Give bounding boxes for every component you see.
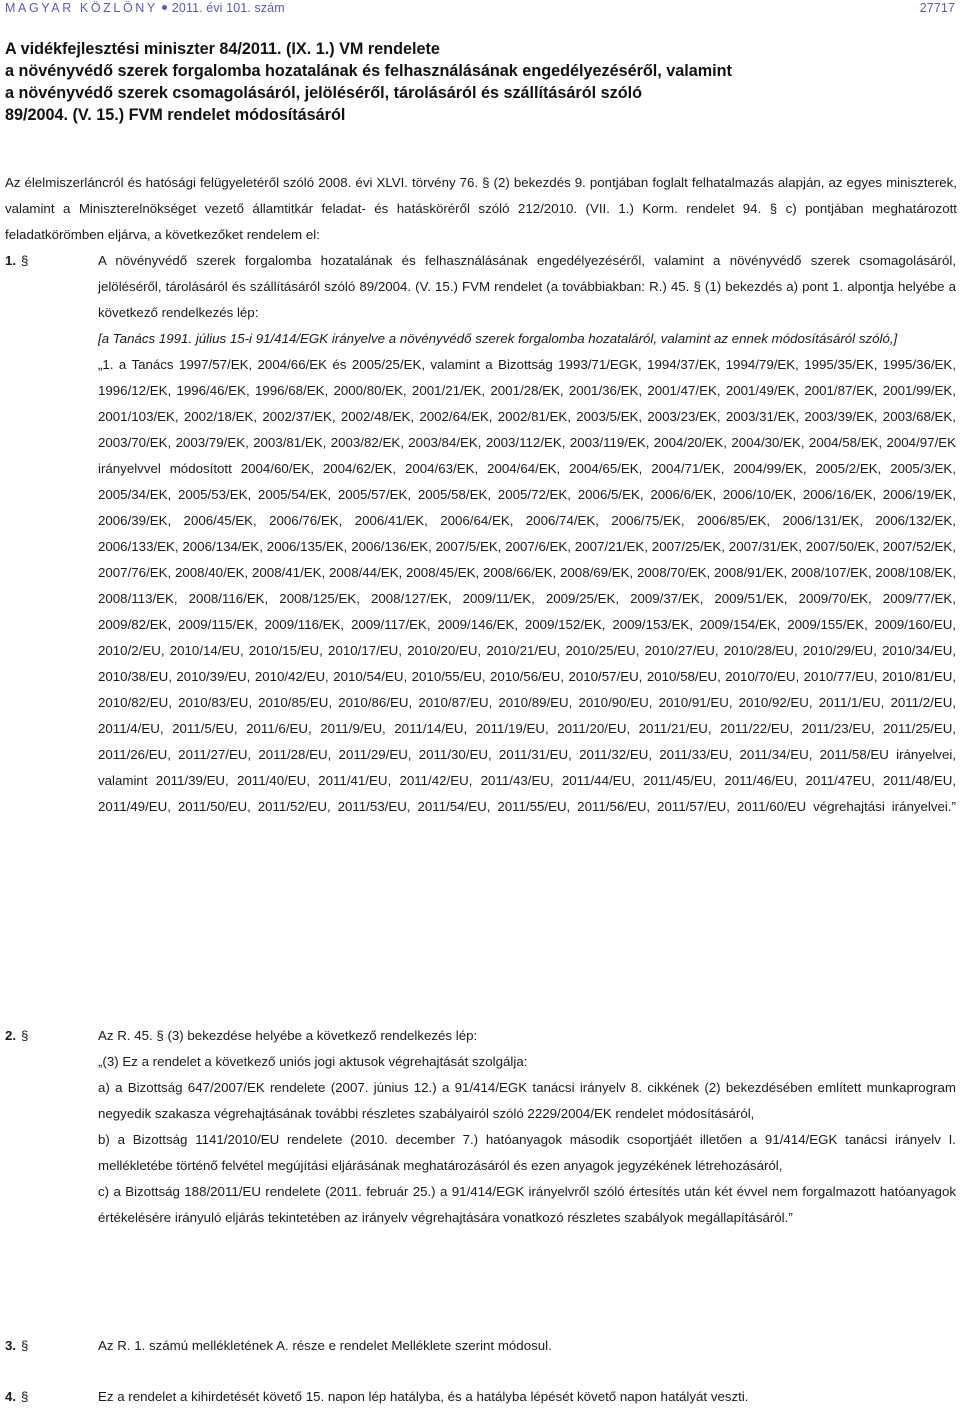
page-number: 27717 — [919, 1, 955, 15]
section-body — [98, 1023, 956, 1231]
preamble: Az élelmiszerláncról és hatósági felügyeletéről szóló 2008. évi XLVI. törvény 76. § (2) bekezdés 9. pontjában foglalt felhatalmazás alapján, az egyes miniszterek, valamint a Miniszterelnökséget vezető államtitkár feladat- és hatásköréről szóló 212/2010. (VII. 1.) Korm. rendelet 94. § c) pontjában meghatározott feladatkörömben eljárva, a következőket rendelem el: — [5, 175, 957, 242]
item-b: b) a Bizottság 1141/2010/EU rendelete (2010. december 7.) hatóanyagok második csoportjáét illetően a 91/414/EGK tanácsi irányelv I. mellékletébe történő felvétel megújítási eljárásának meghatározásáról és ezen anyagok jegyzékének létrehozásáról, — [98, 1132, 956, 1173]
section-body — [98, 248, 956, 820]
section-number: 4. — [5, 1389, 17, 1404]
paragraph-symbol: § — [21, 253, 29, 268]
page-header — [5, 0, 955, 16]
title-line-2: a növényvédő szerek forgalomba hozatalának és felhasználásának engedélyezéséről, valamint — [5, 62, 732, 80]
item-c: c) a Bizottság 188/2011/EU rendelete (2011. február 25.) a 91/414/EGK irányelvről szóló értesítés után két évvel nem forgalmazott hatóanyagok értékelésére irányuló eljárás tekintetében az irányelv végrehajtására vonatkozó részletes szabályok megállapításáról.” — [98, 1184, 956, 1225]
section-number: 1. — [5, 253, 17, 268]
title-line-1: A vidékfejlesztési miniszter 84/2011. (IX. 1.) VM rendelete — [5, 40, 440, 58]
bracket-text: [a Tanács 1991. július 15-i 91/414/EGK irányelve a növényvédő szerek forgalomba hozataláról, valamint az ennek módosításáról szóló,] — [98, 331, 898, 346]
section-number: 3. — [5, 1338, 17, 1353]
paragraph-symbol: § — [21, 1338, 29, 1353]
issue-label: 2011. évi 101. szám — [171, 1, 285, 15]
quote-intro: „(3) Ez a rendelet a következő uniós jogi aktusok végrehajtását szolgálja: — [98, 1054, 528, 1069]
section-text: Ez a rendelet a kihirdetését követő 15. napon lép hatályba, és a hatályba lépését követő napon hatályát veszti. — [98, 1389, 749, 1404]
paragraph-symbol: § — [21, 1389, 29, 1404]
journal-name: MAGYAR KÖZLÖNY — [5, 1, 158, 15]
journal-info — [5, 1, 285, 15]
decree-title — [5, 38, 957, 126]
section-number: 2. — [5, 1028, 17, 1043]
item-a: a) a Bizottság 647/2007/EK rendelete (2007. június 12.) a 91/414/EGK tanácsi irányelv 8. cikkének (2) bekezdésében említett munkaprogram negyedik szakasza végrehajtásának további részletes szabályairól szóló 2229/2004/EK rendelet módosításáról, — [98, 1080, 956, 1121]
paragraph-symbol: § — [21, 1028, 29, 1043]
section-intro: A növényvédő szerek forgalomba hozatalának és felhasználásának engedélyezéséről, valamint a növényvédő szerek csomagolásáról, jelöléséről, tárolásáról és szállításáról szóló 89/2004. (V. 15.) FVM rendelet (a továbbiakban: R.) 45. § (1) bekezdés a) pont 1. alpontja helyébe a következő rendelkezés lép: — [98, 253, 956, 320]
section-text: Az R. 1. számú mellékletének A. része e rendelet Melléklete szerint módosul. — [98, 1338, 552, 1353]
directive-list: „1. a Tanács 1997/57/EK, 2004/66/EK és 2005/25/EK, valamint a Bizottság 1993/71/EGK, 1994/37/EK, 1994/79/EK, 1995/35/EK, 1995/36/EK, 1996/12/EK, 1996/46/EK, 1996/68/EK, 2000/80/EK, 2001/21/EK, 2001/28/EK, 2001/36/EK, 2001/47/EK, 2001/49/EK, 2001/87/EK, 2001/99/EK, 2001/103/EK, 2002/18/EK, 2002/37/EK, 2002/48/EK, 2002/64/EK, 2002/81/EK, 2003/5/EK, 2003/23/EK, 2003/31/EK, 2003/39/EK, 2003/68/EK, 2003/70/EK, 2003/79/EK, 2003/81/EK, 2003/82/EK, 2003/84/EK, 2003/112/EK, 2003/119/EK, 2004/20/EK, 2004/30/EK, 2004/58/EK, 2004/97/EK irányelvvel módosított 2004/60/EK, 2004/62/EK, 2004/63/EK, 2004/64/EK, 2004/65/EK, 2004/71/EK, 2004/99/EK, 2005/2/EK, 2005/3/EK, 2005/34/EK, 2005/53/EK, 2005/54/EK, 2005/57/EK, 2005/58/EK, 2005/72/EK, 2006/5/EK, 2006/6/EK, 2006/10/EK, 2006/16/EK, 2006/19/EK, 2006/39/EK, 2006/45/EK, 2006/76/EK, 2006/41/EK, 2006/64/EK, 2006/74/EK, 2006/75/EK, 2006/85/EK, 2006/131/EK, 2006/132/EK, 2006/133/EK, 2006/134/EK, 2006/135/EK, 2006/136/EK, 2007/5/EK, 2007/6/EK, 2007/21/EK, 2007/25/EK, 2007/31/EK, 2007/50/EK, 2007/52/EK, 2007/76/EK, 2008/40/EK, 2008/41/EK, 2008/44/EK, 2008/45/EK, 2008/66/EK, 2008/69/EK, 2008/70/EK, 2008/91/EK, 2008/107/EK, 2008/108/EK, 2008/113/EK, 2008/116/EK, 2008/125/EK, 2008/127/EK, 2009/11/EK, 2009/25/EK, 2009/37/EK, 2009/51/EK, 2009/70/EK, 2009/77/EK, 2009/82/EK, 2009/115/EK, 2009/116/EK, 2009/117/EK, 2009/146/EK, 2009/152/EK, 2009/153/EK, 2009/154/EK, 2009/155/EK, 2009/160/EU, 2010/2/EU, 2010/14/EU, 2010/15/EU, 2010/17/EU, 2010/20/EU, 2010/21/EU, 2010/25/EU, 2010/27/EU, 2010/28/EU, 2010/29/EU, 2010/34/EU, 2010/38/EU, 2010/39/EU, 2010/42/EU, 2010/54/EU, 2010/55/EU, 2010/56/EU, 2010/57/EU, 2010/58/EU, 2010/70/EU, 2010/77/EU, 2010/81/EU, 2010/82/EU, 2010/83/EU, 2010/85/EU, 2010/86/EU, 2010/87/EU, 2010/89/EU, 2010/90/EU, 2010/91/EU, 2010/92/EU, 2011/1/EU, 2011/2/EU, 2011/4/EU, 2011/5/EU, 2011/6/EU, 2011/9/EU, 2011/14/EU, 2011/19/EU, 2011/20/EU, 2011/21/EU, 2011/22/EU, 2011/23/EU, 2011/25/EU, 2011/26/EU, 2011/27/EU, 2011/28/EU, 2011/29/EU, 2011/30/EU, 2011/31/EU, 2011/32/EU, 2011/33/EU, 2011/34/EU, 2011/58/EU irányelvei, valamint 2011/39/EU, 2011/40/EU, 2011/41/EU, 2011/42/EU, 2011/43/EU, 2011/44/EU, 2011/45/EU, 2011/46/EU, 2011/47EU, 2011/48/EU, 2011/49/EU, 2011/50/EU, 2011/52/EU, 2011/53/EU, 2011/54/EU, 2011/55/EU, 2011/56/EU, 2011/57/EU, 2011/60/EU végrehajtási irányelvei.” — [98, 357, 956, 814]
bullet-dot-icon — [162, 5, 167, 10]
title-line-4: 89/2004. (V. 15.) FVM rendelet módosításáról — [5, 106, 346, 124]
section-intro: Az R. 45. § (3) bekezdése helyébe a következő rendelkezés lép: — [98, 1028, 478, 1043]
title-line-3: a növényvédő szerek csomagolásáról, jelöléséről, tárolásáról és szállításáról szóló — [5, 84, 642, 102]
